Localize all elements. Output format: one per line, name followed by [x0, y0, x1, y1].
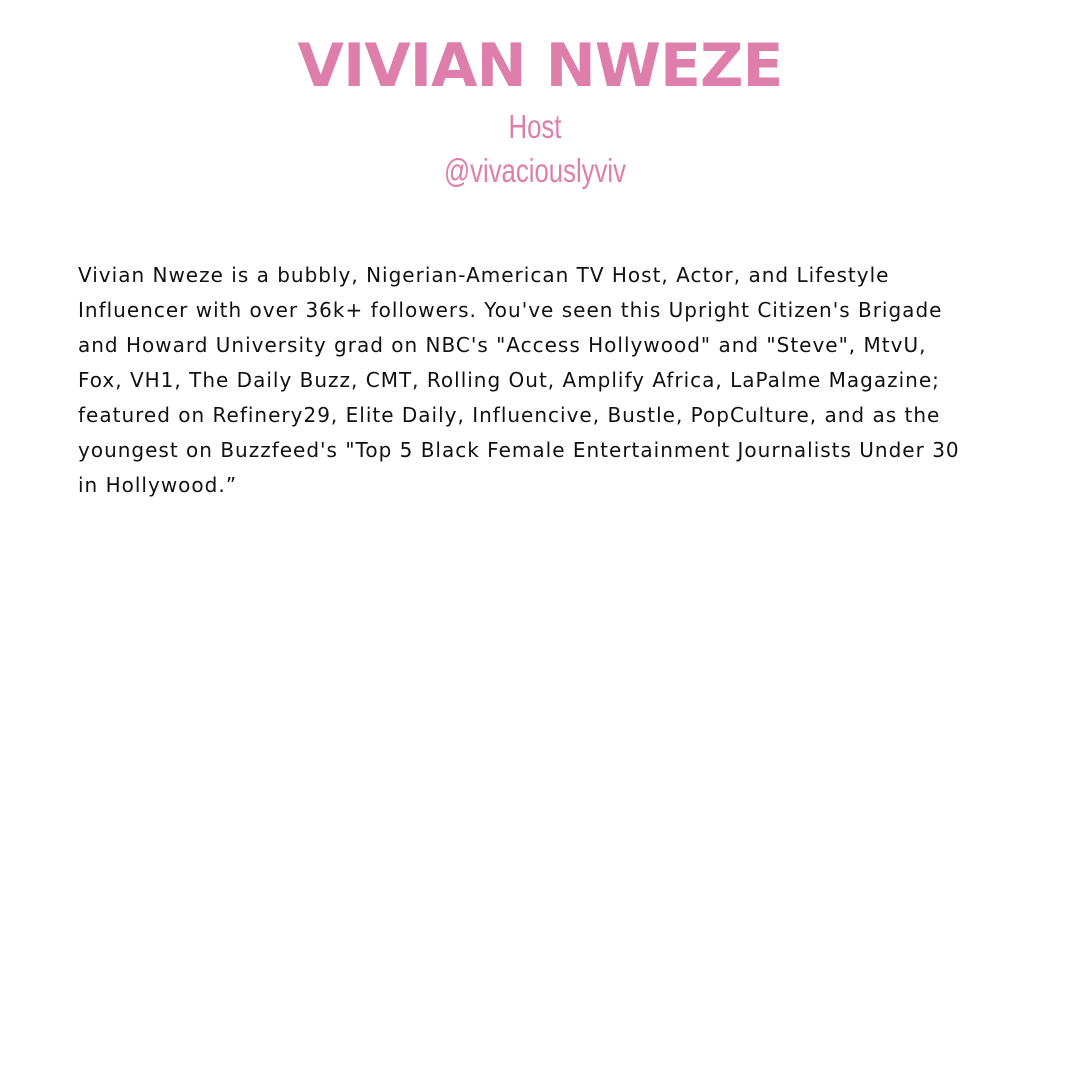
- profile-handle: @vivaciouslyviv: [443, 152, 627, 189]
- profile-bio: Vivian Nweze is a bubbly, Nigerian-American TV Host, Actor, and Lifestyle Influencer with over 36k+ followers. You've seen this Upright Citizen's Brigade and Howard University grad on NBC's "Access Hollywood" and "Steve", MtvU, Fox, VH1, The Daily Buzz, CMT, Rolling Out, Amplify Africa, LaPalme Magazine; featured on Refinery29, Elite Daily, Influencive, Bustle, PopCulture, and as the youngest on Buzzfeed's "Top 5 Black Female Entertainment Journalists Under 30 in Hollywood.”: [78, 263, 960, 497]
- profile-name: VIVIAN NWEZE: [297, 31, 783, 101]
- profile-role: Host: [508, 108, 562, 145]
